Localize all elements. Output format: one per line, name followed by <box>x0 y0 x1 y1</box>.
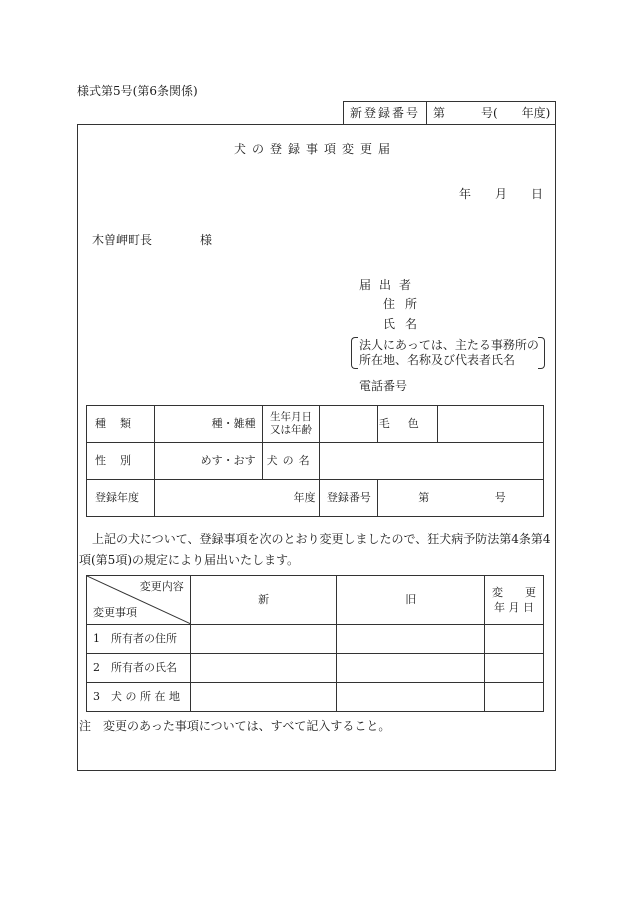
dogname-label: 犬の名 <box>262 443 320 480</box>
table-row <box>87 480 544 517</box>
sex-value[interactable]: めす・おす <box>154 443 262 480</box>
species-value[interactable]: 種・雑種 <box>154 406 262 443</box>
birth-label-line1: 生年月日 <box>270 411 313 423</box>
footnote: 注 変更のあった事項については、すべて記入すること。 <box>79 719 391 733</box>
change-item-dog-location: 3 犬 の 所 在 地 <box>87 683 191 712</box>
applicant-name-label: 氏名 <box>383 317 428 331</box>
new-value-cell[interactable] <box>190 683 337 712</box>
applicant-phone-label: 電話番号 <box>359 379 408 393</box>
corner-bottom-label: 変更事項 <box>93 606 137 619</box>
table-row <box>87 625 544 654</box>
col-new-header: 新 <box>190 576 337 625</box>
birth-label-line2: 又は年齢 <box>270 424 313 436</box>
registration-number-label: 新登録番号 <box>344 102 427 124</box>
form-title: 犬の登録事項変更届 <box>233 142 396 156</box>
change-table <box>86 575 544 712</box>
statement-line1: 上記の犬について、登録事項を次のとおり変更しましたので、狂犬病予防法第4条第4 <box>92 532 551 546</box>
corner-top-label: 変更内容 <box>139 580 184 593</box>
date-year[interactable]: 年 <box>459 187 472 201</box>
col-old-header: 旧 <box>337 576 485 625</box>
reg-no-suffix: 号 <box>494 491 506 504</box>
registration-number-value[interactable]: 第 号( 年度) <box>433 105 551 120</box>
new-value-cell[interactable] <box>190 625 337 654</box>
col-date-line2: 年 月 日 <box>494 601 535 614</box>
registration-number-box <box>343 101 556 125</box>
table-row <box>87 654 544 683</box>
reg-no-prefix: 第 <box>418 491 430 504</box>
date-day[interactable]: 日 <box>531 187 544 201</box>
corner-header <box>87 576 191 625</box>
change-item-owner-address: 1 所有者の住所 <box>87 625 191 654</box>
form-id: 様式第5号(第6条関係) <box>77 84 198 98</box>
applicant-address-label: 住所 <box>383 297 428 311</box>
birth-label <box>262 406 320 443</box>
change-date-cell[interactable] <box>485 654 544 683</box>
old-value-cell[interactable] <box>337 683 485 712</box>
corp-note-line2: 所在地、名称及び代表者氏名 <box>359 353 516 367</box>
table-row <box>87 683 544 712</box>
reg-no-label: 登録番号 <box>320 480 378 517</box>
col-date-header <box>485 576 544 625</box>
table-row <box>87 406 544 443</box>
corp-note-line1: 法人にあっては、主たる事務所の <box>359 338 539 352</box>
addressee-honorific: 様 <box>200 233 213 247</box>
dogname-value[interactable] <box>320 443 544 480</box>
date-month[interactable]: 月 <box>495 187 508 201</box>
table-row <box>87 443 544 480</box>
change-item-owner-name: 2 所有者の氏名 <box>87 654 191 683</box>
note-bracket-left <box>351 337 358 369</box>
coat-value[interactable] <box>438 406 544 443</box>
old-value-cell[interactable] <box>337 654 485 683</box>
applicant-header: 届出者 <box>359 278 420 292</box>
reg-no-value[interactable] <box>378 480 544 517</box>
col-date-line1: 変 更 <box>492 586 537 599</box>
change-date-cell[interactable] <box>485 625 544 654</box>
birth-value[interactable] <box>320 406 378 443</box>
note-bracket-right <box>538 337 545 369</box>
statement-line2: 項(第5項)の規定により届出いたします。 <box>79 553 300 567</box>
reg-year-label: 登録年度 <box>87 480 155 517</box>
dog-info-table <box>86 405 544 517</box>
sex-label: 性別 <box>87 443 155 480</box>
addressee-name: 木曽岬町長 <box>92 233 153 247</box>
species-label: 種類 <box>87 406 155 443</box>
change-date-cell[interactable] <box>485 683 544 712</box>
reg-year-value[interactable]: 年度 <box>154 480 320 517</box>
coat-label: 毛色 <box>378 406 438 443</box>
table-row <box>87 576 544 625</box>
new-value-cell[interactable] <box>190 654 337 683</box>
old-value-cell[interactable] <box>337 625 485 654</box>
